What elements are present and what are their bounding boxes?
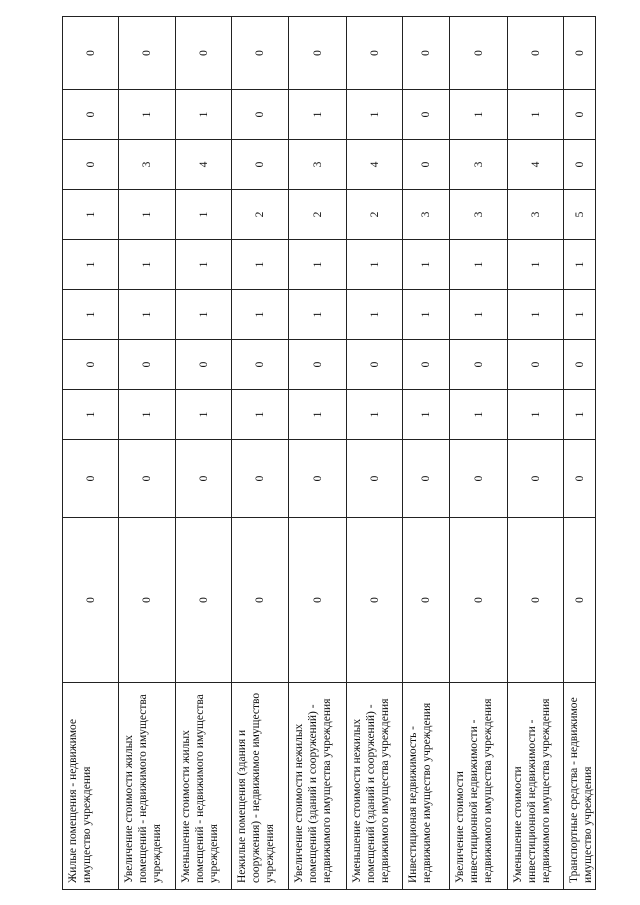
row-label: Увеличение стоимости нежилых помещений (зданий и сооружений) - недвижимого имущества учреждения: [289, 683, 347, 890]
table-cell: 1: [119, 240, 176, 290]
table-cell: 1: [289, 390, 347, 440]
table-cell: 3: [450, 140, 508, 190]
table-cell: 1: [176, 90, 232, 140]
table-cell: 1: [564, 240, 596, 290]
table-cell: 0: [403, 340, 450, 390]
table-row: [508, 17, 564, 890]
table-cell: 4: [347, 140, 403, 190]
table-cell: 0: [176, 518, 232, 683]
table-cell: 1: [450, 290, 508, 340]
table-cell: 1: [63, 240, 119, 290]
table-cell: 1: [176, 240, 232, 290]
table-cell: 3: [119, 140, 176, 190]
table-row: [232, 17, 289, 890]
table-cell: 0: [232, 17, 289, 90]
table-cell: 1: [508, 390, 564, 440]
table-cell: 0: [176, 340, 232, 390]
table-cell: 1: [564, 290, 596, 340]
table-cell: 0: [403, 518, 450, 683]
table-cell: 1: [119, 290, 176, 340]
table-cell: 4: [508, 140, 564, 190]
table-cell: 0: [176, 17, 232, 90]
table-cell: 1: [119, 190, 176, 240]
table-cell: 1: [63, 190, 119, 240]
table-cell: 0: [450, 17, 508, 90]
table-cell: 2: [232, 190, 289, 240]
table-cell: 0: [232, 518, 289, 683]
row-label: Инвестиционая недвижимость - недвижимое имущество учреждения: [403, 683, 450, 890]
table-cell: 0: [564, 17, 596, 90]
table-cell: 0: [119, 440, 176, 518]
table-cell: 1: [289, 290, 347, 340]
table-row: [450, 17, 508, 890]
table-cell: 3: [450, 190, 508, 240]
table-cell: 1: [403, 390, 450, 440]
table-cell: 0: [450, 340, 508, 390]
table-row: [289, 17, 347, 890]
table-row: [403, 17, 450, 890]
row-label: Увеличение стоимости инвестиционной недвижимости - недвижимого имущества учреждения: [450, 683, 508, 890]
table-cell: 1: [232, 390, 289, 440]
table-cell: 0: [119, 340, 176, 390]
table-cell: 3: [508, 190, 564, 240]
table-cell: 0: [508, 340, 564, 390]
table-cell: 1: [508, 290, 564, 340]
table-cell: 0: [403, 140, 450, 190]
table-cell: 0: [403, 440, 450, 518]
table-cell: 0: [119, 518, 176, 683]
row-label: Уменьшение стоимости инвестиционной недвижимости - недвижимого имущества учреждения: [508, 683, 564, 890]
table-cell: 0: [508, 518, 564, 683]
table-cell: 0: [347, 340, 403, 390]
table-cell: 1: [232, 290, 289, 340]
row-label: Уменьшение стоимости жилых помещений - недвижимого имущества учреждения: [176, 683, 232, 890]
table-cell: 0: [63, 340, 119, 390]
table-cell: 5: [564, 190, 596, 240]
table-cell: 1: [564, 390, 596, 440]
table-cell: 0: [289, 340, 347, 390]
table-cell: 1: [176, 390, 232, 440]
table-cell: 0: [119, 17, 176, 90]
table-cell: 0: [232, 140, 289, 190]
rotated-table-container: [62, 50, 594, 890]
row-label: Транспортные средства - недвижимое имущество учреждения: [564, 683, 596, 890]
table-cell: 0: [63, 518, 119, 683]
table-row: [119, 17, 176, 890]
table-cell: 1: [176, 190, 232, 240]
table-cell: 2: [289, 190, 347, 240]
table-cell: 1: [450, 90, 508, 140]
row-label: Увеличение стоимости жилых помещений - недвижимого имущества учреждения: [119, 683, 176, 890]
table-cell: 1: [508, 240, 564, 290]
table-cell: 0: [564, 140, 596, 190]
table-cell: 0: [63, 440, 119, 518]
table-cell: 0: [63, 17, 119, 90]
table-cell: 1: [176, 290, 232, 340]
table-cell: 0: [564, 518, 596, 683]
table-cell: 0: [289, 440, 347, 518]
table-cell: 0: [403, 17, 450, 90]
table-cell: 1: [119, 90, 176, 140]
table-cell: 1: [232, 240, 289, 290]
table-cell: 0: [564, 340, 596, 390]
table-row: [63, 17, 119, 890]
table-row: [347, 17, 403, 890]
table-cell: 0: [289, 518, 347, 683]
table-cell: 1: [289, 240, 347, 290]
table-cell: 0: [347, 518, 403, 683]
table-body: [63, 17, 596, 890]
table-cell: 3: [289, 140, 347, 190]
table-cell: 0: [347, 440, 403, 518]
row-label: Жилые помещения - недвижимое имущество учреждения: [63, 683, 119, 890]
table-cell: 0: [450, 518, 508, 683]
table-cell: 1: [403, 240, 450, 290]
table-cell: 0: [63, 140, 119, 190]
table-cell: 0: [232, 440, 289, 518]
table-cell: 4: [176, 140, 232, 190]
table-cell: 2: [347, 190, 403, 240]
table-cell: 1: [63, 290, 119, 340]
table-cell: 1: [508, 90, 564, 140]
table-row: [176, 17, 232, 890]
table-cell: 0: [347, 17, 403, 90]
table-cell: 1: [450, 390, 508, 440]
table-cell: 1: [63, 390, 119, 440]
table-cell: 1: [347, 240, 403, 290]
table-cell: 0: [564, 90, 596, 140]
table-cell: 0: [508, 440, 564, 518]
table-cell: 3: [403, 190, 450, 240]
table-cell: 0: [176, 440, 232, 518]
table-cell: 1: [289, 90, 347, 140]
table-cell: 1: [347, 390, 403, 440]
table-cell: 0: [63, 90, 119, 140]
table-cell: 0: [508, 17, 564, 90]
table-cell: 0: [232, 90, 289, 140]
table-row: [564, 17, 596, 890]
table-cell: 1: [450, 240, 508, 290]
table-cell: 0: [289, 17, 347, 90]
table-cell: 1: [347, 90, 403, 140]
table-cell: 1: [119, 390, 176, 440]
table-cell: 1: [347, 290, 403, 340]
table-cell: 0: [232, 340, 289, 390]
table-cell: 0: [450, 440, 508, 518]
table-cell: 0: [403, 90, 450, 140]
row-label: Уменьшение стоимости нежилых помещений (зданий и сооружений) - недвижимого имущества учреждения: [347, 683, 403, 890]
account-codes-table: [62, 16, 596, 890]
row-label: Нежилые помещения (здания и сооружения) - недвижимое имущество учреждения: [232, 683, 289, 890]
table-cell: 1: [403, 290, 450, 340]
table-cell: 0: [564, 440, 596, 518]
